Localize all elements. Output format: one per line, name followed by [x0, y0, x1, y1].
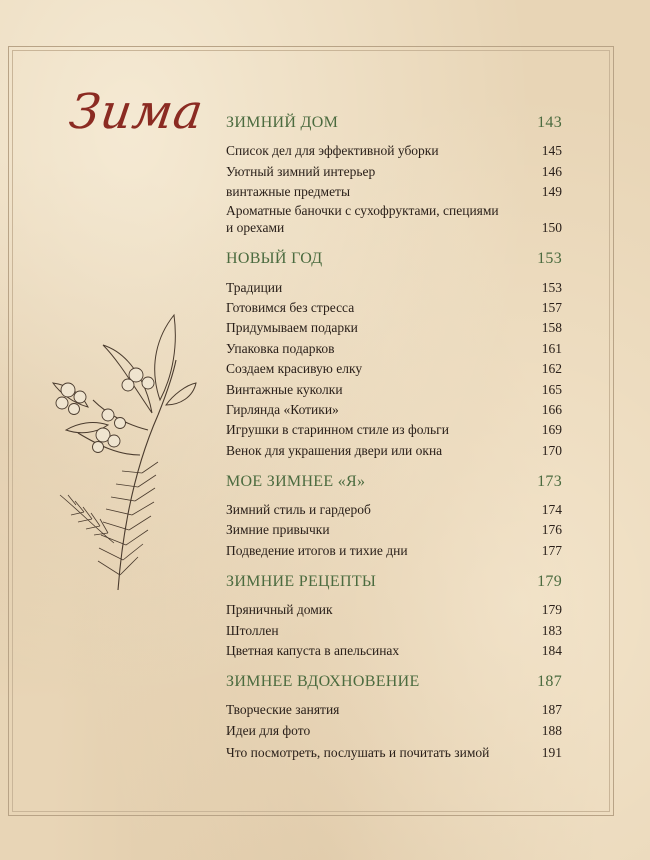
toc-entry-title: Упаковка подарков — [226, 340, 335, 356]
toc-entry-title: Зимний стиль и гардероб — [226, 502, 371, 518]
toc-entry-page: 177 — [541, 542, 562, 558]
toc-section-winter-home — [226, 114, 562, 236]
section-heading-page: 143 — [537, 114, 562, 131]
toc-entry-title: Гирлянда «Котики» — [226, 401, 339, 417]
toc-entry[interactable] — [226, 398, 562, 418]
toc-entry-title: Ароматные баночки с сухофруктами, специями и орехами — [226, 203, 499, 236]
toc-entry[interactable] — [226, 296, 562, 316]
toc-entry-page: 162 — [541, 361, 562, 377]
toc-entry[interactable] — [226, 598, 562, 618]
toc-entry-page: 153 — [541, 279, 562, 295]
toc-entry-title: Список дел для эффективной уборки — [226, 143, 439, 159]
toc-entry-page: 166 — [541, 401, 562, 417]
toc-entry-title: Творческие занятия — [226, 702, 340, 718]
toc-entry[interactable] — [226, 639, 562, 659]
toc-entry-title: Идеи для фото — [226, 722, 311, 738]
section-heading-label: НОВЫЙ ГОД — [226, 250, 323, 268]
mistletoe-branch-icon — [48, 305, 198, 590]
section-heading[interactable] — [226, 114, 562, 136]
toc-entry-title: винтажные предметы — [226, 184, 351, 200]
toc-entry[interactable] — [226, 357, 562, 377]
toc-entry-page: 184 — [541, 643, 562, 659]
section-heading-label: ЗИМНИЕ РЕЦЕПТЫ — [226, 572, 377, 590]
toc-section-new-year — [226, 250, 562, 459]
toc-entry-page: 157 — [541, 299, 562, 315]
section-heading[interactable] — [226, 473, 562, 495]
toc-entry-page: 174 — [541, 502, 562, 518]
section-heading-page: 179 — [537, 572, 562, 590]
toc-entry-title: Традиции — [226, 279, 283, 295]
toc-entry-page: 158 — [541, 320, 562, 336]
toc-entry-page: 188 — [541, 722, 562, 738]
toc-entry-page: 179 — [541, 602, 562, 618]
toc-entry[interactable] — [226, 180, 562, 200]
toc-entry[interactable] — [226, 139, 562, 159]
section-heading-label: ЗИМНИЙ ДОМ — [226, 114, 339, 131]
toc-entry[interactable] — [226, 538, 562, 558]
table-of-contents — [226, 114, 562, 775]
toc-entry-title: Винтажные куколки — [226, 381, 343, 397]
toc-entry[interactable] — [226, 377, 562, 397]
toc-entry-page: 146 — [541, 163, 562, 179]
section-heading[interactable] — [226, 573, 562, 595]
toc-entry-title: Цветная капуста в апельсинах — [226, 643, 400, 659]
toc-entry-page: 187 — [541, 702, 562, 718]
toc-entry-title: Пряничный домик — [226, 602, 333, 618]
toc-entry-title: Что посмотреть, послушать и почитать зимой — [226, 745, 490, 761]
toc-entry[interactable] — [226, 698, 562, 718]
toc-entry-title: Подведение итогов и тихие дни — [226, 542, 408, 558]
toc-section-my-winter-self — [226, 473, 562, 559]
section-heading[interactable] — [226, 673, 562, 695]
section-heading-page: 153 — [537, 250, 562, 268]
toc-entry-page: 191 — [541, 745, 562, 761]
toc-entry-title: Штоллен — [226, 622, 279, 638]
toc-entry-page: 183 — [541, 622, 562, 638]
section-heading-page: 187 — [537, 673, 562, 691]
toc-entry[interactable] — [226, 336, 562, 356]
toc-entry[interactable] — [226, 316, 562, 336]
toc-entry-page: 149 — [541, 184, 562, 200]
toc-entry[interactable] — [226, 618, 562, 638]
toc-entry[interactable] — [226, 741, 562, 761]
toc-entry-title: Создаем красивую елку — [226, 361, 363, 377]
toc-entry-title: Придумываем подарки — [226, 320, 358, 336]
toc-entry[interactable] — [226, 498, 562, 518]
section-heading[interactable] — [226, 250, 562, 272]
section-heading-page: 173 — [537, 472, 562, 490]
toc-entry-title: Игрушки в старинном стиле из фольги — [226, 422, 449, 438]
toc-entry[interactable] — [226, 159, 562, 179]
toc-entry[interactable] — [226, 518, 562, 538]
toc-entry[interactable] — [226, 438, 562, 458]
section-heading-label: МОЕ ЗИМНЕЕ «Я» — [226, 472, 366, 490]
toc-entry[interactable] — [226, 418, 562, 438]
toc-section-winter-inspiration — [226, 673, 562, 761]
section-heading-label: ЗИМНЕЕ ВДОХНОВЕНИЕ — [226, 673, 420, 691]
toc-entry-title: Готовимся без стресса — [226, 299, 355, 315]
toc-entry-page: 176 — [541, 522, 562, 538]
toc-entry-title: Венок для украшения двери или окна — [226, 442, 443, 458]
toc-entry[interactable] — [226, 275, 562, 295]
toc-entry[interactable] — [226, 718, 562, 738]
toc-entry-page: 150 — [541, 220, 562, 236]
toc-entry-title: Зимние привычки — [226, 522, 330, 538]
toc-entry-page: 161 — [541, 340, 562, 356]
toc-entry[interactable] — [226, 202, 562, 236]
toc-entry-page: 165 — [541, 381, 562, 397]
toc-section-winter-recipes — [226, 573, 562, 659]
toc-entry-title: Уютный зимний интерьер — [226, 163, 376, 179]
toc-entry-page: 145 — [541, 143, 562, 159]
toc-entry-page: 170 — [541, 442, 562, 458]
season-title: Зима — [66, 84, 208, 140]
toc-entry-page: 169 — [541, 422, 562, 438]
